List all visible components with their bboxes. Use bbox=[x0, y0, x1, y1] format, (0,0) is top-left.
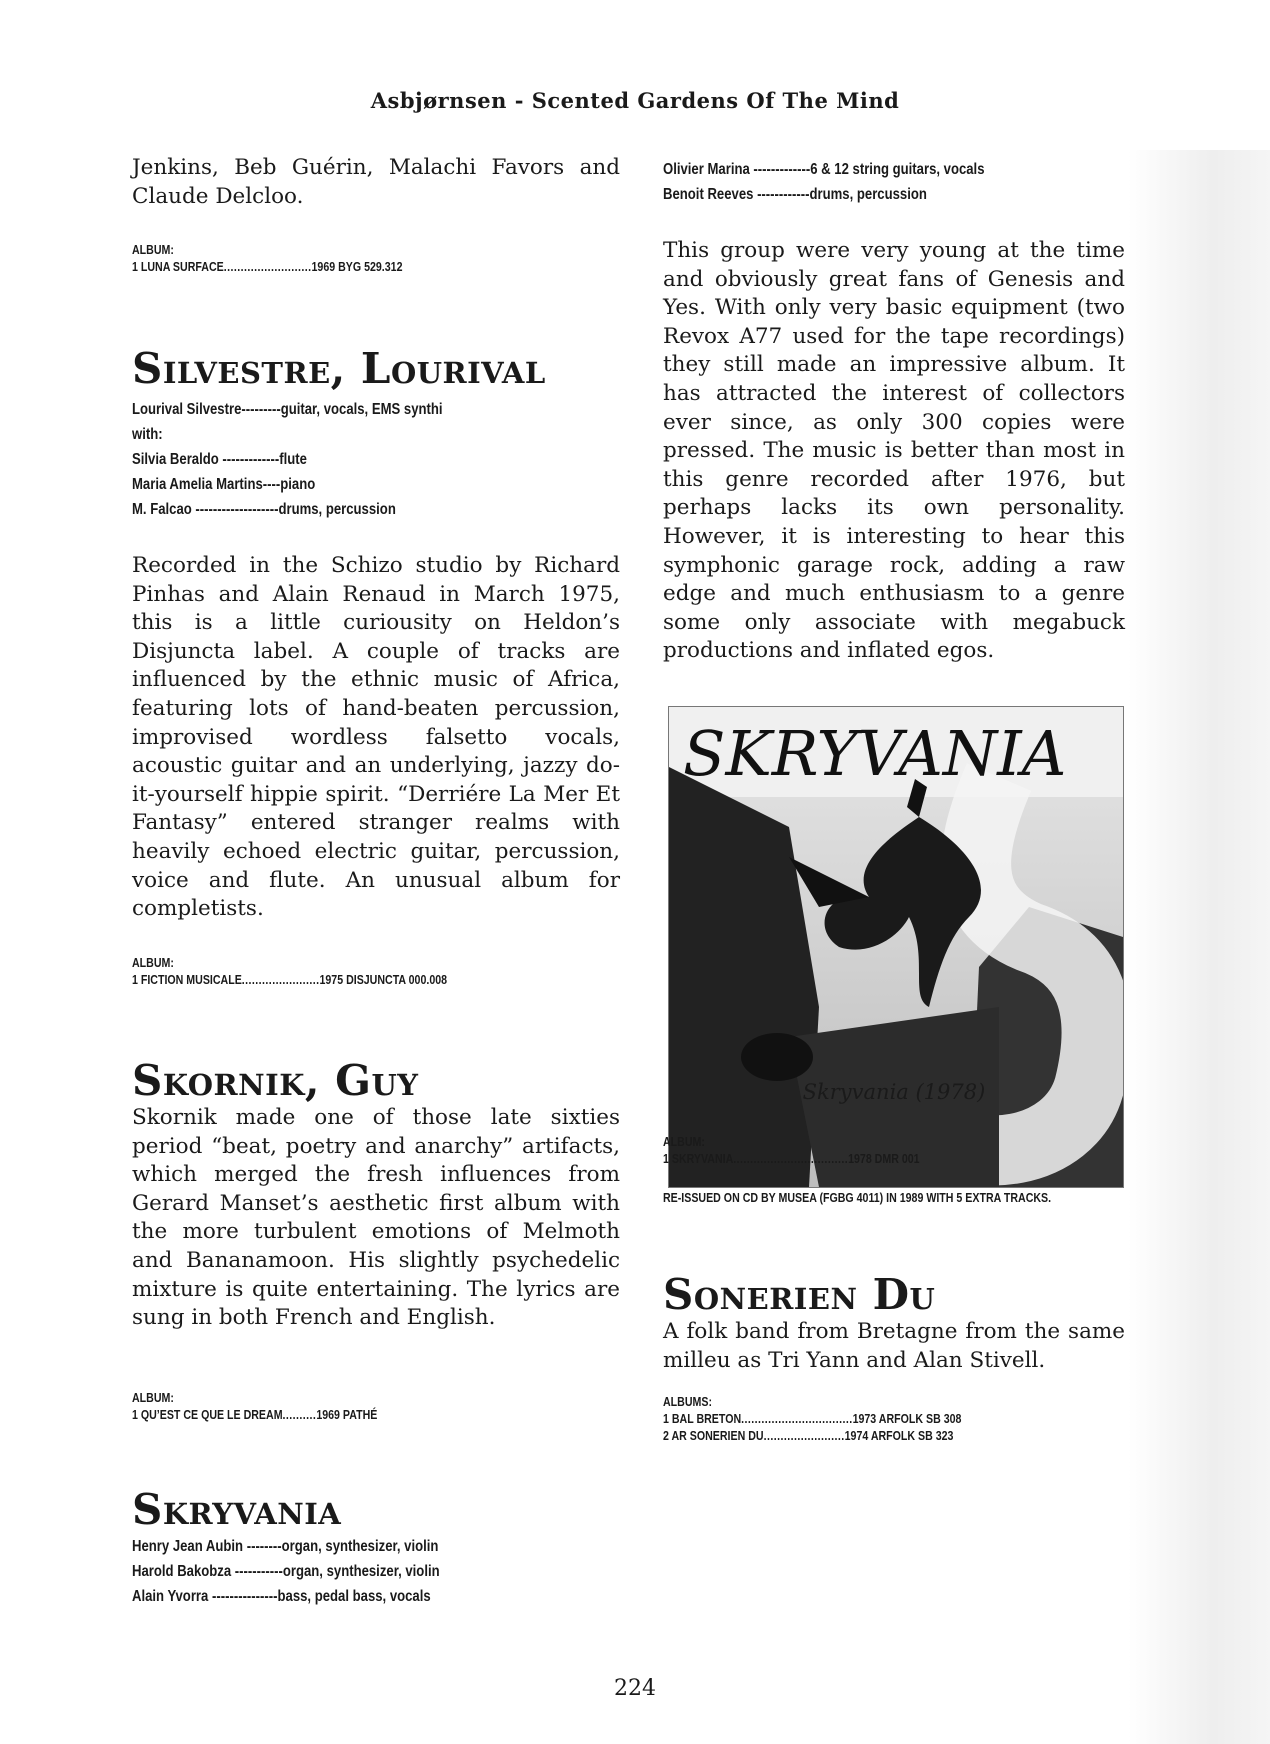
page-edge-shadow bbox=[1128, 150, 1270, 1744]
discography-skornik bbox=[132, 1390, 547, 1424]
sonerien-review bbox=[663, 1318, 1125, 1375]
album-entry: 1 SKRYVANIA..................................1978 DMR 001 bbox=[663, 1152, 920, 1166]
album-label: ALBUM: bbox=[132, 243, 174, 257]
page-number: 224 bbox=[614, 1676, 656, 1701]
image-caption: Skryvania (1978) bbox=[802, 1080, 986, 1104]
review-paragraph: Recorded in the Schizo studio by Richard Pinhas and Alain Renaud in March 1975, this is a little curiousity on Heldon’s Disjuncta label. A couple of tracks are influenced by the ethnic music of Africa, featuring lots of hand-beaten percussion, improvised wordless falsetto vocals, acoustic guitar and an underlying, jazzy do-it-yourself hippie spirit. “Derriére La Mer Et Fantasy” entered stranger realms with heavily echoed electric guitar, percussion, voice and flute. An unusual album for completists. bbox=[132, 553, 620, 922]
album-label: ALBUM: bbox=[663, 1135, 705, 1149]
review-paragraph: This group were very young at the time and obviously great fans of Genesis and Yes. With only very basic equipment (two Revox A77 used for the tape recordings) they still made an impressive album. It has attracted the interest of collectors ever since, as only 300 copies were pressed. The music is better than most in this genre recorded after 1976, but perhaps lacks its own personality. However, it is interesting to hear this symphonic garage rock, adding a raw edge and much enthusiasm to a genre some only associate with megabuck productions and inflated egos. bbox=[663, 238, 1125, 664]
left-column bbox=[132, 154, 620, 211]
album-entry: 1 BAL BRETON.................................1973 ARFOLK SB 308 bbox=[663, 1412, 962, 1426]
running-header: Asbjørnsen - Scented Gardens Of The Mind bbox=[370, 88, 900, 113]
lineup-row: Benoit Reeves ------------drums, percussion bbox=[663, 186, 927, 203]
lineup-row: Maria Amelia Martins----piano bbox=[132, 476, 316, 493]
artist-heading-sonerien-du: Sonerien Du bbox=[663, 1270, 936, 1319]
lineup-skryvania-cont bbox=[663, 157, 1125, 207]
review-paragraph: A folk band from Bretagne from the same milleu as Tri Yann and Alan Stivell. bbox=[663, 1319, 1125, 1373]
album-cover-art bbox=[669, 707, 1123, 1187]
artist-heading-skornik: Skornik, Guy bbox=[132, 1056, 419, 1105]
skryvania-review bbox=[663, 237, 1125, 666]
lineup-row: Silvia Beraldo -------------flute bbox=[132, 451, 307, 468]
review-paragraph: Skornik made one of those late sixties period “beat, poetry and anarchy” artifacts, which merged the fresh influences from Gerard Manset’s aesthetic first album with the more turbulent emotions of Melmoth and Bananamoon. His slightly psychedelic mixture is quite entertaining. The lyrics are sung in both French and English. bbox=[132, 1105, 620, 1331]
album-cover-image bbox=[668, 706, 1124, 1188]
intro-paragraph: Jenkins, Beb Guérin, Malachi Favors and Claude Delcloo. bbox=[132, 155, 620, 209]
artist-heading-silvestre: Silvestre, Lourival bbox=[132, 344, 546, 393]
discography-luna-surface bbox=[132, 242, 547, 276]
lineup-row: Harold Bakobza -----------organ, synthesizer, violin bbox=[132, 1563, 440, 1580]
album-entry: 1 QU’EST CE QUE LE DREAM..........1969 PATHÉ bbox=[132, 1408, 378, 1422]
lineup-skryvania bbox=[132, 1534, 620, 1609]
lineup-row: Alain Yvorra ---------------bass, pedal bass, vocals bbox=[132, 1588, 431, 1605]
album-label: ALBUMS: bbox=[663, 1395, 712, 1409]
album-entry: 1 LUNA SURFACE..........................1969 BYG 529.312 bbox=[132, 260, 403, 274]
album-label: ALBUM: bbox=[132, 1391, 174, 1405]
artist-heading-skryvania: Skryvania bbox=[132, 1485, 342, 1534]
lineup-row: Lourival Silvestre---------guitar, vocals, EMS synthi bbox=[132, 401, 443, 418]
album-label: ALBUM: bbox=[132, 956, 174, 970]
discography-sonerien-du bbox=[663, 1394, 1056, 1445]
lineup-row: with: bbox=[132, 426, 163, 443]
discography-skryvania bbox=[663, 1134, 1056, 1168]
lineup-row: Henry Jean Aubin --------organ, synthesizer, violin bbox=[132, 1538, 439, 1555]
lineup-row: Olivier Marina -------------6 & 12 string guitars, vocals bbox=[663, 161, 985, 178]
album-entry: 2 AR SONERIEN DU........................1974 ARFOLK SB 323 bbox=[663, 1429, 954, 1443]
silvestre-review bbox=[132, 552, 620, 924]
album-entry: 1 FICTION MUSICALE.......................1975 DISJUNCTA 000.008 bbox=[132, 973, 448, 987]
reissue-note: RE-ISSUED ON CD BY MUSEA (FGBG 4011) IN 1989 WITH 5 EXTRA TRACKS. bbox=[663, 1191, 1052, 1205]
discography-silvestre bbox=[132, 955, 547, 989]
lineup-row: M. Falcao -------------------drums, percussion bbox=[132, 501, 396, 518]
skornik-review bbox=[132, 1104, 620, 1333]
lineup-silvestre bbox=[132, 397, 620, 522]
cover-title: SKRYVANIA bbox=[683, 717, 1067, 790]
